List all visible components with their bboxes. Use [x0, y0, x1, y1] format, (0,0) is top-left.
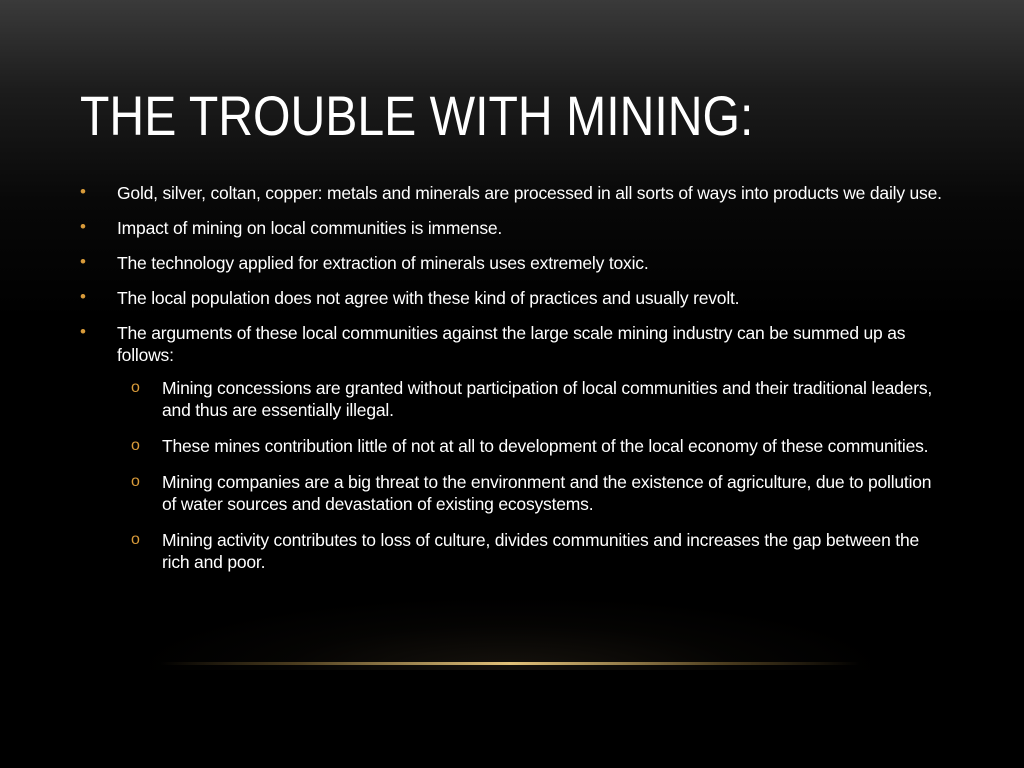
bullet-item-population — [80, 287, 950, 309]
bullet-text: Impact of mining on local communities is immense. — [117, 218, 503, 238]
decorative-divider — [160, 662, 860, 665]
circle-bullet-icon: o — [131, 379, 140, 396]
sub-bullet-item-culture — [117, 529, 950, 573]
bullet-item-impact — [80, 217, 950, 239]
sub-bullet-text: Mining concessions are granted without participation of local communities and their traditional leaders, and thus are essentially illegal. — [162, 378, 933, 420]
sub-bullet-item-concessions — [117, 377, 950, 421]
circle-bullet-icon: o — [131, 437, 140, 454]
bullet-icon: • — [80, 217, 86, 236]
bullet-icon: • — [80, 252, 86, 271]
divider-glow — [150, 600, 870, 670]
bullet-text: Gold, silver, coltan, copper: metals and minerals are processed in all sorts of ways into products we daily use. — [117, 183, 942, 203]
slide-title: THE TROUBLE WITH MINING: — [80, 84, 754, 147]
sub-bullet-list — [117, 377, 950, 573]
sub-bullet-item-economy — [117, 435, 950, 457]
sub-bullet-text: Mining companies are a big threat to the environment and the existence of agriculture, due to pollution of water sources and devastation of existing ecosystems. — [162, 472, 932, 514]
slide-body — [80, 182, 950, 587]
bullet-text: The technology applied for extraction of minerals uses extremely toxic. — [117, 253, 649, 273]
bullet-list — [80, 182, 950, 573]
sub-bullet-text: Mining activity contributes to loss of culture, divides communities and increases the gap between the rich and poor. — [162, 530, 920, 572]
bullet-text: The local population does not agree with these kind of practices and usually revolt. — [117, 288, 740, 308]
circle-bullet-icon: o — [131, 473, 140, 490]
bullet-item-arguments — [80, 322, 950, 573]
bullet-item-products — [80, 182, 950, 204]
sub-bullet-text: These mines contribution little of not at all to development of the local economy of these communities. — [162, 436, 929, 456]
bullet-icon: • — [80, 287, 86, 306]
sub-bullet-item-environment — [117, 471, 950, 515]
bullet-item-technology — [80, 252, 950, 274]
bullet-icon: • — [80, 322, 86, 341]
circle-bullet-icon: o — [131, 531, 140, 548]
bullet-icon: • — [80, 182, 86, 201]
bullet-text: The arguments of these local communities against the large scale mining industry can be summed up as follows: — [117, 323, 906, 365]
